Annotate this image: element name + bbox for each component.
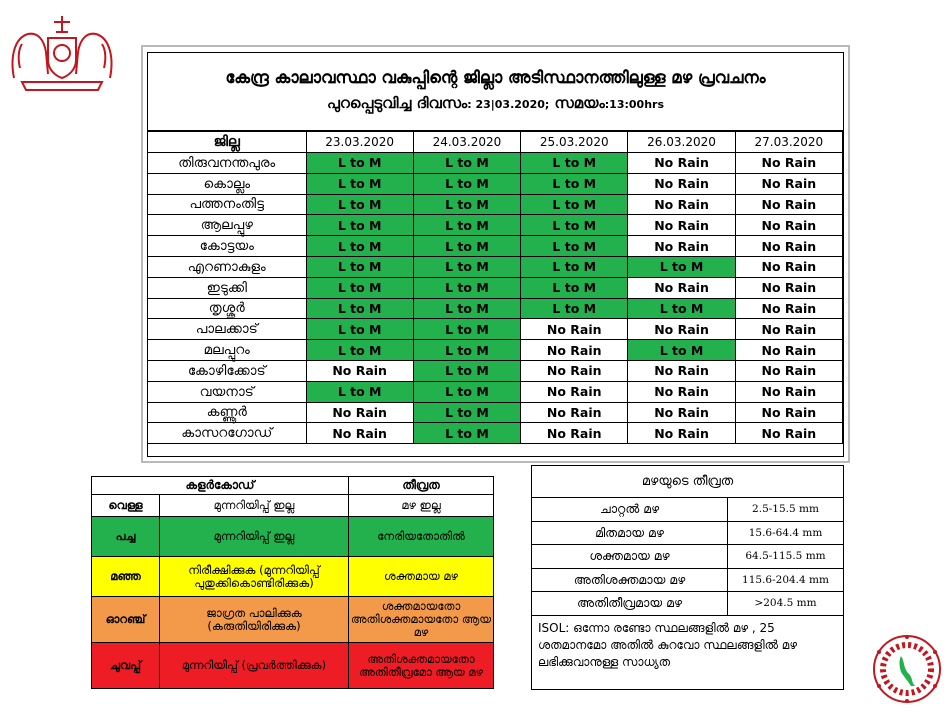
color-meaning: മുന്നറിയിപ്പ് ഇല്ല: [160, 495, 349, 517]
district-name: കൊല്ലം: [148, 173, 306, 194]
date-column-header: 26.03.2020: [628, 132, 735, 153]
kerala-emblem-logo: [8, 8, 116, 94]
forecast-cell: No Rain: [521, 360, 628, 381]
ksdma-logo: [871, 632, 943, 706]
forecast-cell: No Rain: [628, 277, 735, 298]
forecast-header: [148, 53, 843, 131]
color-severity: മഴ ഇല്ല: [349, 495, 494, 517]
time-label: സമയം: [554, 94, 605, 112]
color-name: ഓറഞ്ച്: [92, 597, 160, 643]
issued-line: [148, 91, 843, 117]
forecast-table: [148, 131, 843, 444]
forecast-cell: L to M: [306, 215, 413, 236]
forecast-cell: No Rain: [628, 173, 735, 194]
district-row: [148, 194, 843, 215]
forecast-cell: L to M: [521, 298, 628, 319]
forecast-cell: No Rain: [306, 402, 413, 423]
color-meaning: ജാഗ്രത പാലിക്കുക (കരുതിയിരിക്കുക): [160, 597, 349, 643]
forecast-cell: L to M: [413, 215, 520, 236]
forecast-cell: No Rain: [735, 236, 842, 257]
forecast-cell: L to M: [628, 298, 735, 319]
forecast-cell: L to M: [306, 319, 413, 340]
color-code-header-row: [92, 477, 494, 495]
district-name: എറണാകുളം: [148, 256, 306, 277]
color-code-row: [92, 517, 494, 557]
color-meaning: മുന്നറിയിപ്പ് ഇല്ല: [160, 517, 349, 557]
forecast-cell: L to M: [306, 381, 413, 402]
forecast-cell: L to M: [628, 340, 735, 361]
forecast-cell: L to M: [413, 277, 520, 298]
color-code-row: [92, 557, 494, 597]
date-column-header: 24.03.2020: [413, 132, 520, 153]
forecast-cell: No Rain: [628, 215, 735, 236]
forecast-cell: No Rain: [628, 153, 735, 174]
date-column-header: 27.03.2020: [735, 132, 842, 153]
date-column-header: 25.03.2020: [521, 132, 628, 153]
intensity-range: 2.5-15.5 mm: [728, 498, 844, 522]
forecast-cell: L to M: [521, 173, 628, 194]
district-name: തൃശ്ശൂർ: [148, 298, 306, 319]
isol-note: ISOL: ഒന്നോ രണ്ടോ സ്ഥലങ്ങളിൽ മഴ , 25 ശതമാനമോ അതിൽ കുറവോ സ്ഥലങ്ങളിൽ മഴ ലഭിക്കുവാനുള്ള സാധ്യത: [531, 615, 844, 690]
intensity-title-row: [532, 466, 844, 498]
forecast-cell: No Rain: [521, 340, 628, 361]
forecast-cell: No Rain: [628, 194, 735, 215]
forecast-cell: L to M: [306, 173, 413, 194]
color-severity: അതിശക്തമായതോ അതിതീവ്രമോ ആയ മഴ: [349, 643, 494, 689]
forecast-cell: No Rain: [306, 423, 413, 444]
forecast-cell: No Rain: [628, 360, 735, 381]
forecast-cell: No Rain: [735, 173, 842, 194]
rain-intensity-table: [531, 465, 844, 616]
color-name: പച്ച: [92, 517, 160, 557]
district-name: പത്തനംതിട്ട: [148, 194, 306, 215]
district-name: തിരുവനന്തപുരം: [148, 153, 306, 174]
forecast-cell: L to M: [413, 319, 520, 340]
district-name: കാസറഗോഡ്: [148, 423, 306, 444]
forecast-cell: No Rain: [628, 402, 735, 423]
forecast-header-row: [148, 132, 843, 153]
intensity-row: [532, 498, 844, 522]
forecast-cell: No Rain: [521, 381, 628, 402]
forecast-cell: L to M: [413, 153, 520, 174]
color-severity: ശക്തമായതോ അതിശക്തമായതോ ആയ മഴ: [349, 597, 494, 643]
district-name: കോഴിക്കോട്: [148, 360, 306, 381]
forecast-cell: No Rain: [735, 319, 842, 340]
district-row: [148, 360, 843, 381]
forecast-cell: No Rain: [735, 256, 842, 277]
forecast-cell: L to M: [413, 298, 520, 319]
forecast-cell: No Rain: [735, 381, 842, 402]
intensity-title: മഴയുടെ തീവ്രത: [532, 466, 844, 498]
forecast-cell: No Rain: [628, 236, 735, 257]
intensity-label: ശക്തമായ മഴ: [532, 545, 728, 569]
color-meaning: നിരീക്ഷിക്കുക (മുന്നറിയിപ്പ് പുതുക്കികൊണ്ടിരിക്കുക): [160, 557, 349, 597]
forecast-cell: No Rain: [628, 423, 735, 444]
district-row: [148, 298, 843, 319]
color-name: വെള്ള: [92, 495, 160, 517]
forecast-cell: L to M: [306, 298, 413, 319]
severity-header: തീവ്രത: [349, 477, 494, 495]
district-row: [148, 277, 843, 298]
color-code-row: [92, 495, 494, 517]
color-code-row: [92, 597, 494, 643]
forecast-cell: No Rain: [521, 319, 628, 340]
color-meaning: മുന്നറിയിപ്പ് (പ്രവർത്തിക്കുക): [160, 643, 349, 689]
color-name: ചുവപ്പ്: [92, 643, 160, 689]
district-row: [148, 215, 843, 236]
forecast-cell: L to M: [306, 236, 413, 257]
time-value: :13:00hrs: [604, 98, 664, 111]
forecast-cell: No Rain: [735, 215, 842, 236]
color-code-row: [92, 643, 494, 689]
intensity-label: അതിശക്തമായ മഴ: [532, 568, 728, 592]
intensity-row: [532, 592, 844, 616]
forecast-cell: L to M: [413, 173, 520, 194]
district-row: [148, 319, 843, 340]
forecast-title: കേന്ദ്ര കാലാവസ്ഥാ വകുപ്പിന്റെ ജില്ലാ അടിസ്ഥാനത്തിലുള്ള മഴ പ്രവചനം: [225, 68, 766, 87]
forecast-cell: L to M: [628, 256, 735, 277]
color-severity: നേരിയതോതിൽ: [349, 517, 494, 557]
forecast-cell: L to M: [306, 153, 413, 174]
forecast-cell: No Rain: [628, 381, 735, 402]
forecast-cell: L to M: [521, 256, 628, 277]
district-name: കോട്ടയം: [148, 236, 306, 257]
intensity-range: 15.6-64.4 mm: [728, 521, 844, 545]
forecast-cell: No Rain: [521, 402, 628, 423]
district-name: കണ്ണൂർ: [148, 402, 306, 423]
forecast-cell: L to M: [306, 340, 413, 361]
color-code-header: കളർകോഡ്: [92, 477, 349, 495]
forecast-cell: L to M: [521, 194, 628, 215]
district-name: മലപ്പുറം: [148, 340, 306, 361]
district-name: ആലപ്പുഴ: [148, 215, 306, 236]
forecast-cell: L to M: [413, 423, 520, 444]
district-name: വയനാട്: [148, 381, 306, 402]
intensity-row: [532, 521, 844, 545]
district-name: ഇടുക്കി: [148, 277, 306, 298]
district-row: [148, 173, 843, 194]
forecast-cell: L to M: [521, 277, 628, 298]
color-severity: ശക്തമായ മഴ: [349, 557, 494, 597]
issued-date: : 23|03.2020;: [467, 98, 550, 111]
forecast-cell: L to M: [413, 194, 520, 215]
color-name: മഞ്ഞ: [92, 557, 160, 597]
district-name: പാലക്കാട്: [148, 319, 306, 340]
forecast-panel: [147, 52, 844, 457]
forecast-cell: L to M: [413, 381, 520, 402]
district-row: [148, 153, 843, 174]
date-column-header: 23.03.2020: [306, 132, 413, 153]
forecast-cell: No Rain: [735, 153, 842, 174]
forecast-cell: No Rain: [628, 319, 735, 340]
forecast-cell: L to M: [413, 340, 520, 361]
forecast-cell: L to M: [521, 215, 628, 236]
intensity-range: 115.6-204.4 mm: [728, 568, 844, 592]
forecast-cell: No Rain: [735, 194, 842, 215]
forecast-cell: L to M: [521, 236, 628, 257]
issued-label: പുറപ്പെടുവിച്ച ദിവസം: [327, 94, 468, 112]
forecast-cell: L to M: [306, 277, 413, 298]
forecast-cell: L to M: [413, 402, 520, 423]
district-row: [148, 340, 843, 361]
intensity-label: മിതമായ മഴ: [532, 521, 728, 545]
intensity-range: >204.5 mm: [728, 592, 844, 616]
district-row: [148, 256, 843, 277]
forecast-cell: L to M: [306, 256, 413, 277]
district-row: [148, 423, 843, 444]
forecast-cell: No Rain: [735, 402, 842, 423]
district-row: [148, 402, 843, 423]
intensity-label: അതിതീവ്രമായ മഴ: [532, 592, 728, 616]
forecast-cell: L to M: [413, 256, 520, 277]
district-row: [148, 236, 843, 257]
district-column-header: ജില്ല: [148, 132, 306, 153]
forecast-cell: No Rain: [735, 423, 842, 444]
intensity-row: [532, 545, 844, 569]
color-code-table: [91, 476, 494, 689]
intensity-range: 64.5-115.5 mm: [728, 545, 844, 569]
forecast-cell: No Rain: [306, 360, 413, 381]
intensity-label: ചാറ്റൽ മഴ: [532, 498, 728, 522]
forecast-cell: No Rain: [735, 298, 842, 319]
forecast-cell: L to M: [306, 194, 413, 215]
forecast-cell: No Rain: [521, 423, 628, 444]
forecast-cell: No Rain: [735, 340, 842, 361]
forecast-cell: L to M: [521, 153, 628, 174]
forecast-cell: No Rain: [735, 360, 842, 381]
district-row: [148, 381, 843, 402]
forecast-cell: L to M: [413, 360, 520, 381]
forecast-cell: No Rain: [735, 277, 842, 298]
intensity-row: [532, 568, 844, 592]
forecast-cell: L to M: [413, 236, 520, 257]
